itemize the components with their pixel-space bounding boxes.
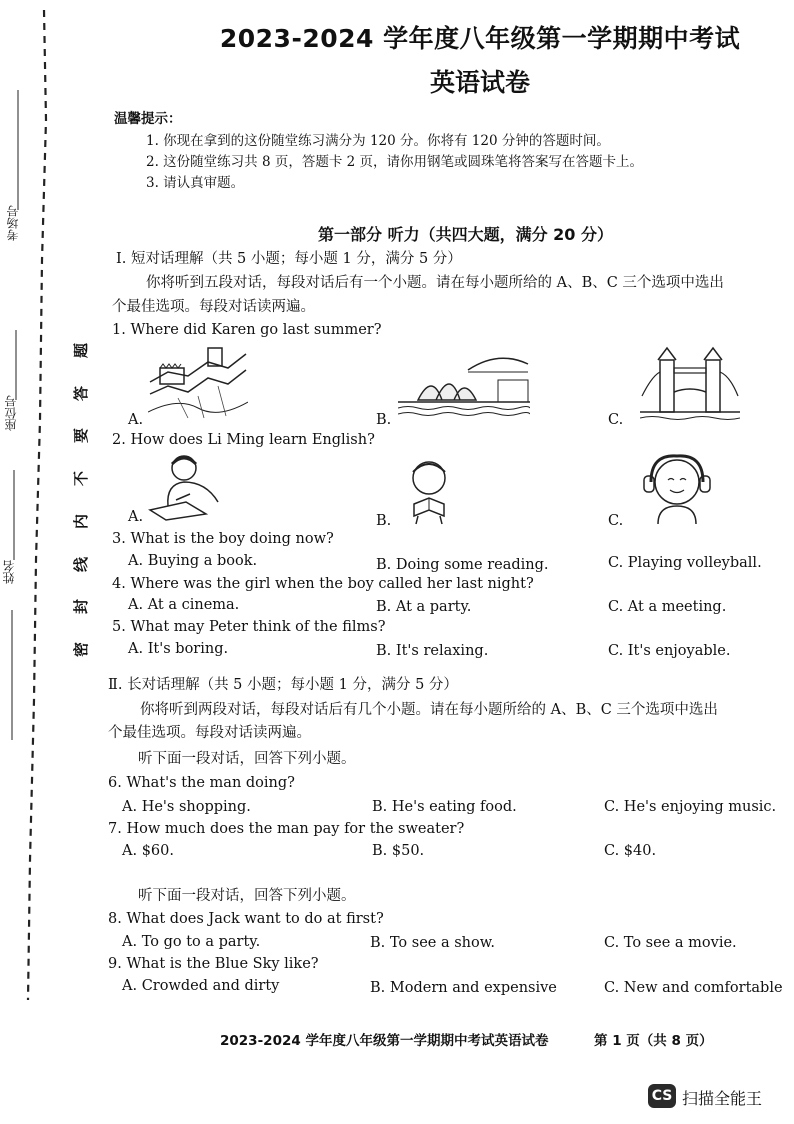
camscanner-watermark-text: 扫描全能王 — [682, 1089, 763, 1108]
q5-option-a: A. It's boring. — [128, 641, 229, 657]
exam-subtitle: 英语试卷 — [429, 68, 530, 97]
question-4: 4. Where was the girl when the boy called her last night? — [112, 576, 534, 592]
q9-option-b: B. Modern and expensive — [370, 980, 557, 996]
sydney-opera-house-image — [398, 350, 530, 420]
q6-option-a: A. He's shopping. — [122, 799, 251, 815]
q4-option-b: B. At a party. — [376, 599, 472, 615]
q5-option-b: B. It's relaxing. — [376, 643, 489, 659]
question-7: 7. How much does the man pay for the sweater? — [108, 821, 465, 837]
q9-option-a: A. Crowded and dirty — [122, 978, 280, 994]
tip-item: 2. 这份随堂练习共 8 页，答题卡 2 页，请你用钢笔或圆珠笔将答案写在答题卡上。 — [146, 154, 644, 170]
camscanner-logo-icon: CS — [648, 1084, 676, 1108]
tower-bridge-image — [640, 346, 740, 422]
seal-char: 答 — [72, 385, 91, 401]
q1-option-c: C. — [608, 412, 624, 428]
tip-item: 1. 你现在拿到的这份随堂练习满分为 120 分。你将有 120 分钟的答题时间。 — [146, 133, 610, 149]
q6-option-b: B. He's eating food. — [372, 799, 517, 815]
footer-page: 第 1 页（共 8 页） — [594, 1033, 713, 1049]
question-5: 5. What may Peter think of the films? — [112, 619, 386, 635]
q7-option-c: C. $40. — [604, 843, 657, 859]
exam-room-label: 考场号 — [6, 205, 20, 241]
question-1: 1. Where did Karen go last summer? — [112, 322, 382, 338]
question-2: 2. How does Li Ming learn English? — [112, 432, 375, 448]
q7-option-b: B. $50. — [372, 843, 425, 859]
q4-option-c: C. At a meeting. — [608, 599, 727, 615]
great-wall-image — [148, 342, 248, 420]
q4-option-a: A. At a cinema. — [128, 597, 240, 613]
exam-title: 2023-2024 学年度八年级第一学期期中考试 — [219, 24, 741, 53]
section2-instruction: 你将听到两段对话，每段对话后有几个小题。请在每小题所给的 A、B、C 三个选项中选出 — [140, 702, 718, 718]
footer-title: 2023-2024 学年度八年级第一学期期中考试英语试卷 — [220, 1033, 549, 1049]
part1-heading: 第一部分 听力（共四大题，满分 20 分） — [318, 225, 613, 244]
seal-char: 要 — [72, 428, 91, 444]
tips-label: 温馨提示： — [114, 111, 182, 127]
q8-option-b: B. To see a show. — [370, 935, 496, 951]
seal-char: 不 — [72, 471, 91, 487]
section1-instruction: 你将听到五段对话，每段对话后有一个小题。请在每小题所给的 A、B、C 三个选项中选出 — [146, 275, 724, 291]
listen-instruction-2: 听下面一段对话，回答下列小题。 — [138, 888, 356, 904]
girl-headphones-image — [638, 452, 716, 526]
seal-line-text — [66, 340, 96, 660]
q1-option-b: B. — [376, 412, 392, 428]
q6-option-c: C. He's enjoying music. — [604, 799, 777, 815]
q2-option-b: B. — [376, 513, 392, 529]
q3-option-b: B. Doing some reading. — [376, 557, 549, 573]
seal-char: 内 — [72, 513, 91, 529]
section1-heading: Ⅰ. 短对话理解（共 5 小题；每小题 1 分，满分 5 分） — [116, 251, 462, 267]
boy-writing-image — [146, 450, 226, 522]
seal-char: 密 — [72, 641, 91, 657]
section2-instruction-cont: 个最佳选项。每段对话读两遍。 — [108, 725, 311, 741]
q8-option-a: A. To go to a party. — [122, 934, 261, 950]
q2-option-c: C. — [608, 513, 624, 529]
seal-char: 题 — [72, 342, 91, 359]
q1-option-a: A. — [128, 412, 144, 428]
q3-option-a: A. Buying a book. — [128, 553, 258, 569]
seal-char: 封 — [72, 599, 91, 615]
q2-option-a: A. — [128, 509, 144, 525]
seal-char: 线 — [72, 556, 91, 572]
seat-label: 座位号 — [4, 395, 18, 431]
q9-option-c: C. New and comfortable — [604, 980, 783, 996]
section2-heading: Ⅱ. 长对话理解（共 5 小题；每小题 1 分，满分 5 分） — [108, 677, 458, 693]
boy-reading-image — [398, 456, 460, 526]
question-9: 9. What is the Blue Sky like? — [108, 956, 319, 972]
question-6: 6. What's the man doing? — [108, 775, 295, 791]
q7-option-a: A. $60. — [122, 843, 174, 859]
question-8: 8. What does Jack want to do at first? — [108, 911, 384, 927]
listen-instruction-1: 听下面一段对话，回答下列小题。 — [138, 751, 356, 767]
q8-option-c: C. To see a movie. — [604, 935, 737, 951]
q5-option-c: C. It's enjoyable. — [608, 643, 731, 659]
q3-option-c: C. Playing volleyball. — [608, 555, 762, 571]
tip-item: 3. 请认真审题。 — [146, 175, 245, 191]
name-label: 姓名 — [2, 560, 16, 584]
section1-instruction-cont: 个最佳选项。每段对话读两遍。 — [112, 299, 315, 315]
question-3: 3. What is the boy doing now? — [112, 531, 334, 547]
